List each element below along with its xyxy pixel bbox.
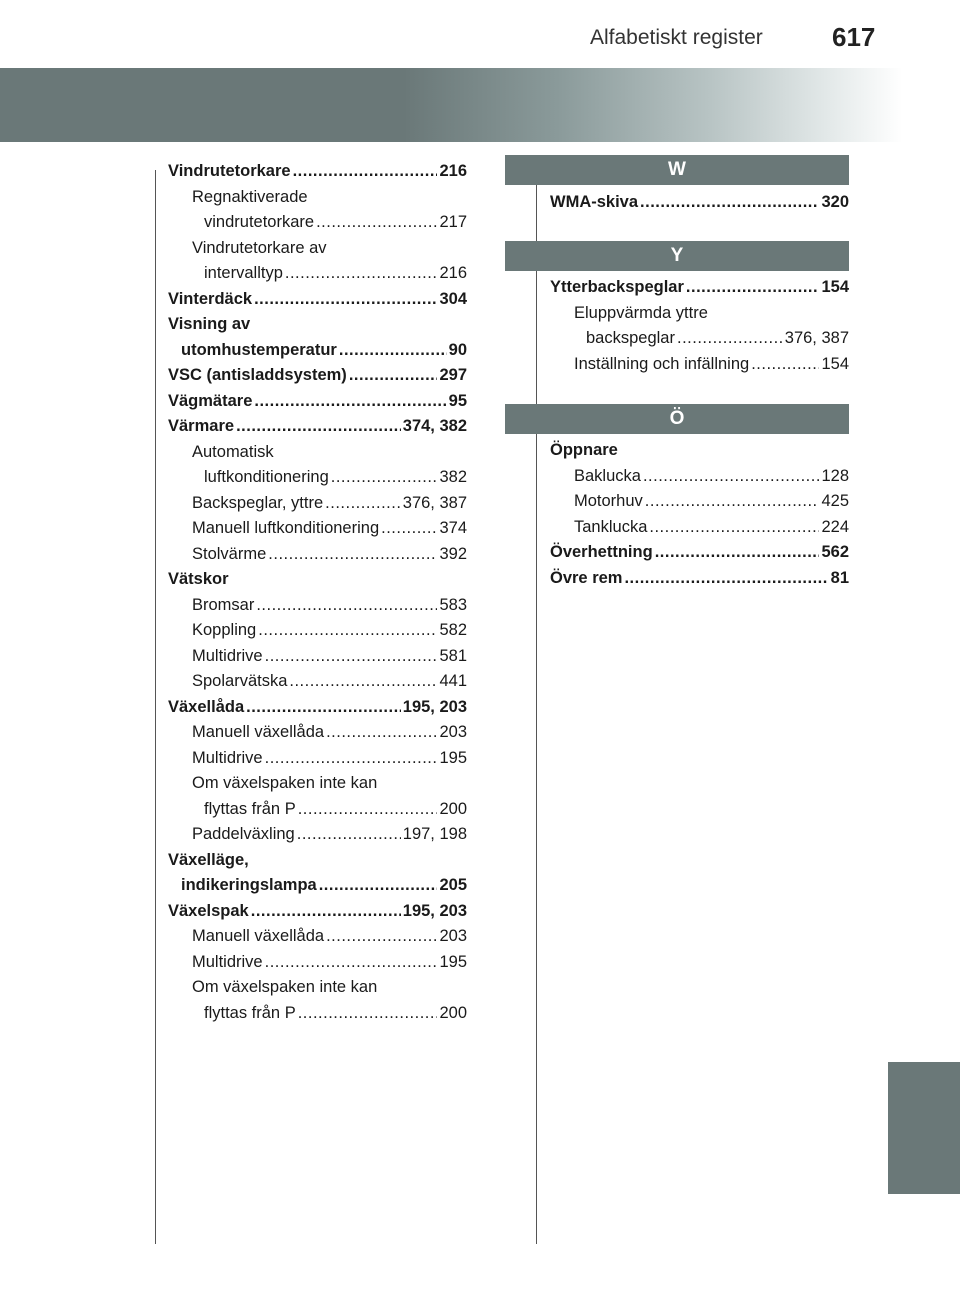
- index-entry-page: 195: [439, 748, 467, 767]
- index-entry: [168, 567, 467, 593]
- index-entry-term: Multidrive: [192, 952, 263, 971]
- dot-leader: [686, 275, 820, 301]
- index-entry: [550, 301, 849, 327]
- dot-leader: [677, 326, 783, 352]
- index-entry-page: 95: [448, 391, 467, 410]
- index-entry-page: 297: [439, 366, 467, 384]
- index-entry-term: Manuell luftkonditionering: [192, 519, 380, 537]
- index-entry-page: 581: [439, 646, 467, 665]
- dot-leader: [751, 352, 819, 378]
- index-entry-page: 217: [439, 213, 467, 231]
- index-entry: [168, 465, 467, 491]
- index-entry: [550, 190, 849, 216]
- index-entry-page: 224: [821, 517, 849, 536]
- index-entry-page: 205: [439, 876, 467, 894]
- dot-leader: [624, 566, 828, 592]
- index-entry-term: Manuell växellåda: [192, 723, 325, 741]
- index-entry: [168, 338, 467, 364]
- index-entry-term: flyttas från P: [204, 799, 296, 818]
- dot-leader: [325, 491, 401, 517]
- index-entry-term: Spolarvätska: [192, 672, 288, 690]
- index-entry: [550, 326, 849, 352]
- dot-leader: [326, 924, 437, 950]
- index-entry: [168, 542, 467, 568]
- section-header-w: W: [505, 155, 849, 185]
- dot-leader: [655, 540, 820, 566]
- index-entry: [168, 644, 467, 670]
- index-entry-page: 216: [439, 162, 467, 180]
- dot-leader: [265, 950, 438, 976]
- dot-leader: [268, 542, 437, 568]
- index-entry: [168, 771, 467, 797]
- index-entry-term: Öppnare: [550, 441, 618, 459]
- index-entry: [550, 566, 849, 592]
- index-entry-term: WMA-skiva: [550, 193, 639, 211]
- index-entry-page: 425: [821, 492, 849, 510]
- index-entry-term: Regnaktiverade: [192, 187, 308, 206]
- header-banner: [0, 68, 960, 142]
- section-header-o: Ö: [505, 404, 849, 434]
- index-entry-term: Multidrive: [192, 748, 263, 767]
- index-entry-term: Överhettning: [550, 543, 653, 561]
- index-entry-page: 81: [830, 568, 849, 587]
- index-entry-page: 374, 382: [402, 417, 467, 435]
- index-entry: [168, 746, 467, 772]
- index-entry-term: indikeringslampa: [181, 876, 317, 894]
- index-entry: [168, 950, 467, 976]
- index-entry: [168, 363, 467, 389]
- index-entry: [168, 593, 467, 619]
- section-y-entries: [550, 275, 849, 377]
- index-entry-term: Vägmätare: [168, 391, 253, 410]
- index-entry-term: Vindrutetorkare av: [192, 238, 327, 257]
- dot-leader: [265, 644, 438, 670]
- index-entry-page: 203: [439, 927, 467, 945]
- dot-leader: [326, 720, 437, 746]
- page-header-title: Alfabetiskt register: [590, 26, 763, 49]
- index-entry-page: 128: [821, 466, 849, 485]
- index-entry-term: Visning av: [168, 315, 251, 333]
- index-entry-page: 441: [439, 672, 467, 690]
- dot-leader: [331, 465, 438, 491]
- index-entry-term: Eluppvärmda yttre: [574, 303, 708, 322]
- index-entry-term: Om växelspaken inte kan: [192, 774, 378, 792]
- index-entry-term: Ytterbackspeglar: [550, 278, 684, 296]
- index-entry-page: 376, 387: [784, 329, 849, 347]
- index-entry-term: Växellåda: [168, 697, 245, 716]
- index-entry-page: 320: [821, 193, 849, 211]
- index-entry-term: backspeglar: [586, 329, 675, 347]
- index-entry: [168, 312, 467, 338]
- index-entry-term: Baklucka: [574, 466, 641, 485]
- index-entry: [168, 797, 467, 823]
- column-divider-right: [536, 170, 537, 1244]
- index-entry-term: Stolvärme: [192, 544, 267, 563]
- index-entry-page: 90: [448, 340, 467, 359]
- dot-leader: [265, 746, 438, 772]
- index-entry-term: Värmare: [168, 417, 235, 435]
- index-entry-page: 216: [439, 264, 467, 282]
- index-entry-page: 200: [439, 1003, 467, 1022]
- dot-leader: [298, 1001, 438, 1027]
- dot-leader: [297, 822, 401, 848]
- dot-leader: [316, 210, 437, 236]
- dot-leader: [236, 414, 401, 440]
- dot-leader: [349, 363, 438, 389]
- index-entry-term: Växelspak: [168, 901, 249, 920]
- index-entry-page: 583: [439, 595, 467, 614]
- index-entry: [168, 389, 467, 415]
- index-entry: [168, 287, 467, 313]
- index-entry-term: Växelläge,: [168, 850, 249, 869]
- index-entry-page: 195, 203: [402, 901, 467, 920]
- dot-leader: [293, 159, 438, 185]
- column-divider-left: [155, 170, 156, 1244]
- dot-leader: [645, 489, 820, 515]
- index-entry-page: 203: [439, 723, 467, 741]
- dot-leader: [285, 261, 438, 287]
- dot-leader: [254, 389, 446, 415]
- index-entry: [550, 540, 849, 566]
- index-entry-term: Backspeglar, yttre: [192, 493, 324, 512]
- index-entry-term: Om växelspaken inte kan: [192, 978, 378, 996]
- dot-leader: [298, 797, 438, 823]
- index-entry: [168, 975, 467, 1001]
- index-entry-term: Bromsar: [192, 595, 255, 614]
- dot-leader: [381, 516, 437, 542]
- index-entry: [550, 275, 849, 301]
- index-entry: [168, 720, 467, 746]
- index-entry: [168, 236, 467, 262]
- index-entry: [168, 159, 467, 185]
- index-entry: [168, 440, 467, 466]
- index-entry-term: vindrutetorkare: [204, 213, 315, 231]
- index-entry-term: intervalltyp: [204, 264, 283, 282]
- dot-leader: [319, 873, 438, 899]
- page-number: 617: [832, 22, 876, 52]
- dot-leader: [251, 899, 401, 925]
- dot-leader: [643, 464, 820, 490]
- dot-leader: [246, 695, 401, 721]
- dot-leader: [256, 593, 437, 619]
- section-header-y: Y: [505, 241, 849, 271]
- dot-leader: [258, 618, 437, 644]
- index-entry-page: 562: [821, 543, 849, 561]
- index-entry: [168, 516, 467, 542]
- index-entry-term: Manuell växellåda: [192, 927, 325, 945]
- index-entry: [168, 848, 467, 874]
- index-entry: [168, 210, 467, 236]
- index-entry: [168, 185, 467, 211]
- index-entry-page: 195, 203: [402, 697, 467, 716]
- index-entry: [168, 924, 467, 950]
- index-entry-page: 382: [439, 468, 467, 486]
- index-entry: [550, 438, 849, 464]
- index-entry: [168, 414, 467, 440]
- index-entry-term: luftkonditionering: [204, 468, 329, 486]
- index-column-left: [168, 159, 467, 1026]
- index-entry: [168, 899, 467, 925]
- index-entry: [168, 261, 467, 287]
- index-entry-term: Tanklucka: [574, 517, 648, 536]
- index-entry: [168, 1001, 467, 1027]
- index-entry-term: Koppling: [192, 621, 257, 639]
- index-entry: [168, 822, 467, 848]
- index-entry-page: 376, 387: [402, 493, 467, 512]
- index-entry-term: Paddelväxling: [192, 825, 295, 843]
- index-entry-term: Övre rem: [550, 568, 623, 587]
- dot-leader: [254, 287, 437, 313]
- index-entry-page: 304: [439, 289, 467, 308]
- index-entry-page: 154: [821, 354, 849, 373]
- index-entry: [168, 618, 467, 644]
- index-entry: [550, 352, 849, 378]
- index-entry-term: Vätskor: [168, 570, 229, 588]
- index-entry-term: Multidrive: [192, 646, 263, 665]
- index-entry-term: Automatisk: [192, 442, 274, 461]
- index-entry-term: VSC (antisladdsystem): [168, 366, 347, 384]
- index-entry-page: 154: [821, 278, 849, 296]
- dot-leader: [339, 338, 447, 364]
- index-entry-term: utomhustemperatur: [181, 340, 337, 359]
- index-entry-page: 197, 198: [402, 825, 467, 843]
- index-entry: [168, 695, 467, 721]
- index-entry-term: flyttas från P: [204, 1003, 296, 1022]
- index-entry-page: 582: [439, 621, 467, 639]
- index-entry: [550, 464, 849, 490]
- index-entry-page: 374: [439, 519, 467, 537]
- index-entry-page: 392: [439, 544, 467, 563]
- index-entry-term: Vinterdäck: [168, 289, 253, 308]
- chapter-side-tab: [888, 1062, 960, 1194]
- index-entry-term: Inställning och infällning: [574, 354, 750, 373]
- index-entry: [168, 491, 467, 517]
- index-entry-term: Motorhuv: [574, 492, 643, 510]
- section-w-entries: [550, 190, 849, 216]
- index-entry-term: Vindrutetorkare: [168, 162, 291, 180]
- index-entry-page: 195: [439, 952, 467, 971]
- index-entry: [168, 873, 467, 899]
- dot-leader: [649, 515, 819, 541]
- index-entry: [550, 515, 849, 541]
- dot-leader: [289, 669, 437, 695]
- section-o-entries: [550, 438, 849, 591]
- index-entry-page: 200: [439, 799, 467, 818]
- index-entry: [550, 489, 849, 515]
- index-entry: [168, 669, 467, 695]
- dot-leader: [640, 190, 819, 216]
